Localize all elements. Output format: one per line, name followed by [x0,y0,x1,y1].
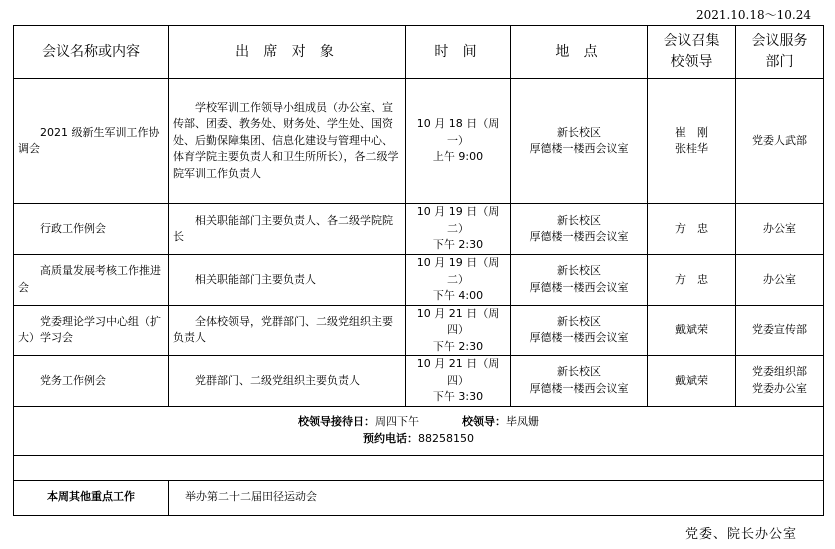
meeting-name: 党委理论学习中心组（扩大）学习会 [14,305,169,356]
table-row [14,255,824,306]
meeting-campus: 新长校区 [557,264,601,278]
reception-row [14,406,824,455]
service-line1: 党委组织部 [752,365,807,379]
service-line1: 党委人武部 [752,133,807,147]
service-line1: 办公室 [763,221,796,235]
table-header-row [14,26,824,79]
table-row [14,305,824,356]
header-time: 时 间 [406,26,511,79]
reception-leader-label: 校领导： [462,415,506,428]
reception-line1 [18,414,819,431]
meeting-name: 2021 级新生军训工作协调会 [14,79,169,204]
blank-row [14,455,824,480]
meeting-attendees: 全体校领导，党群部门、二级党组织主要负责人 [169,305,406,356]
meeting-location [511,79,648,204]
service-line1: 办公室 [763,272,796,286]
meeting-service [736,356,824,407]
table-row [14,356,824,407]
meeting-date: 10 月 18 日（周一） [416,117,500,147]
meeting-time [406,79,511,204]
meeting-service [736,79,824,204]
meeting-location [511,356,648,407]
meeting-name: 高质量发展考核工作推进会 [14,255,169,306]
meeting-convener [648,356,736,407]
meeting-date: 10 月 19 日（周二） [416,256,500,286]
reception-line2 [18,431,819,448]
header-location: 地 点 [511,26,648,79]
meeting-clock: 下午 3:30 [432,390,484,403]
header-convener-line1: 会议召集 [663,33,720,49]
header-service-line2: 部门 [765,54,794,70]
meeting-clock: 下午 2:30 [432,238,484,252]
meeting-campus: 新长校区 [557,365,601,379]
meeting-date: 10 月 19 日（周二） [416,205,500,235]
meeting-room: 厚德楼一楼西会议室 [529,280,629,294]
meeting-service [736,204,824,255]
convener-line1: 戴斌荣 [675,373,708,387]
meeting-time [406,305,511,356]
meeting-campus: 新长校区 [557,125,601,139]
meeting-location [511,255,648,306]
convener-line2: 张桂华 [675,142,708,155]
reception-phone-value: 88258150 [418,431,474,445]
meeting-schedule-table [13,25,824,516]
header-service-line1: 会议服务 [751,33,808,49]
reception-leader-value: 毕凤姗 [506,415,539,428]
meeting-convener [648,305,736,356]
date-range: 2021.10.18～10.24 [695,8,811,22]
meeting-convener [648,204,736,255]
convener-line1: 崔 刚 [675,125,708,139]
meeting-name: 党务工作例会 [14,356,169,407]
service-line1: 党委宣传部 [752,323,807,336]
meeting-attendees: 相关职能部门主要负责人、各二级学院院长 [169,204,406,255]
meeting-clock: 上午 9:00 [432,150,484,164]
other-work-row [14,480,824,515]
meeting-convener [648,79,736,204]
meeting-date: 10 月 21 日（周四） [416,357,500,387]
issuer-footer: 党委、院长办公室 [684,527,797,542]
meeting-service [736,305,824,356]
meeting-time [406,255,511,306]
other-work-content: 举办第二十二届田径运动会 [169,480,824,515]
meeting-room: 厚德楼一楼西会议室 [529,142,629,155]
reception-day-label: 校领导接待日： [298,415,375,428]
convener-line1: 方 忠 [675,221,708,235]
meeting-attendees: 党群部门、二级党组织主要负责人 [169,356,406,407]
header-attendees: 出 席 对 象 [169,26,406,79]
meeting-location [511,305,648,356]
meeting-name: 行政工作例会 [14,204,169,255]
reception-day-value: 周四下午 [375,415,419,428]
meeting-room: 厚德楼一楼西会议室 [529,230,629,243]
reception-phone-label: 预约电话： [363,431,418,445]
blank-cell [14,455,824,480]
meeting-time [406,204,511,255]
table-row [14,204,824,255]
meeting-campus: 新长校区 [557,213,601,227]
meeting-location [511,204,648,255]
header-service [736,26,824,79]
header-convener-line2: 校领导 [670,54,713,70]
header-convener [648,26,736,79]
meeting-time [406,356,511,407]
meeting-attendees: 相关职能部门主要负责人 [169,255,406,306]
meeting-clock: 下午 4:00 [432,289,484,302]
other-work-title: 本周其他重点工作 [14,480,169,515]
meeting-service [736,255,824,306]
meeting-attendees: 学校军训工作领导小组成员（办公室、宣传部、团委、教务处、财务处、学生处、国资处、后勤保障集团、信息化建设与管理中心、体育学院主要负责人和卫生所所长），各二级学院军训工作负责人 [169,79,406,204]
header-name: 会议名称或内容 [14,26,169,79]
meeting-room: 厚德楼一楼西会议室 [529,331,629,345]
service-line2: 党委办公室 [752,381,807,395]
meeting-campus: 新长校区 [557,314,601,328]
meeting-room: 厚德楼一楼西会议室 [529,381,629,395]
meeting-clock: 下午 2:30 [432,339,484,353]
table-row [14,79,824,204]
convener-line1: 戴斌荣 [675,323,708,336]
convener-line1: 方 忠 [675,272,708,286]
meeting-convener [648,255,736,306]
reception-cell [14,406,824,455]
meeting-date: 10 月 21 日（周四） [416,306,500,336]
